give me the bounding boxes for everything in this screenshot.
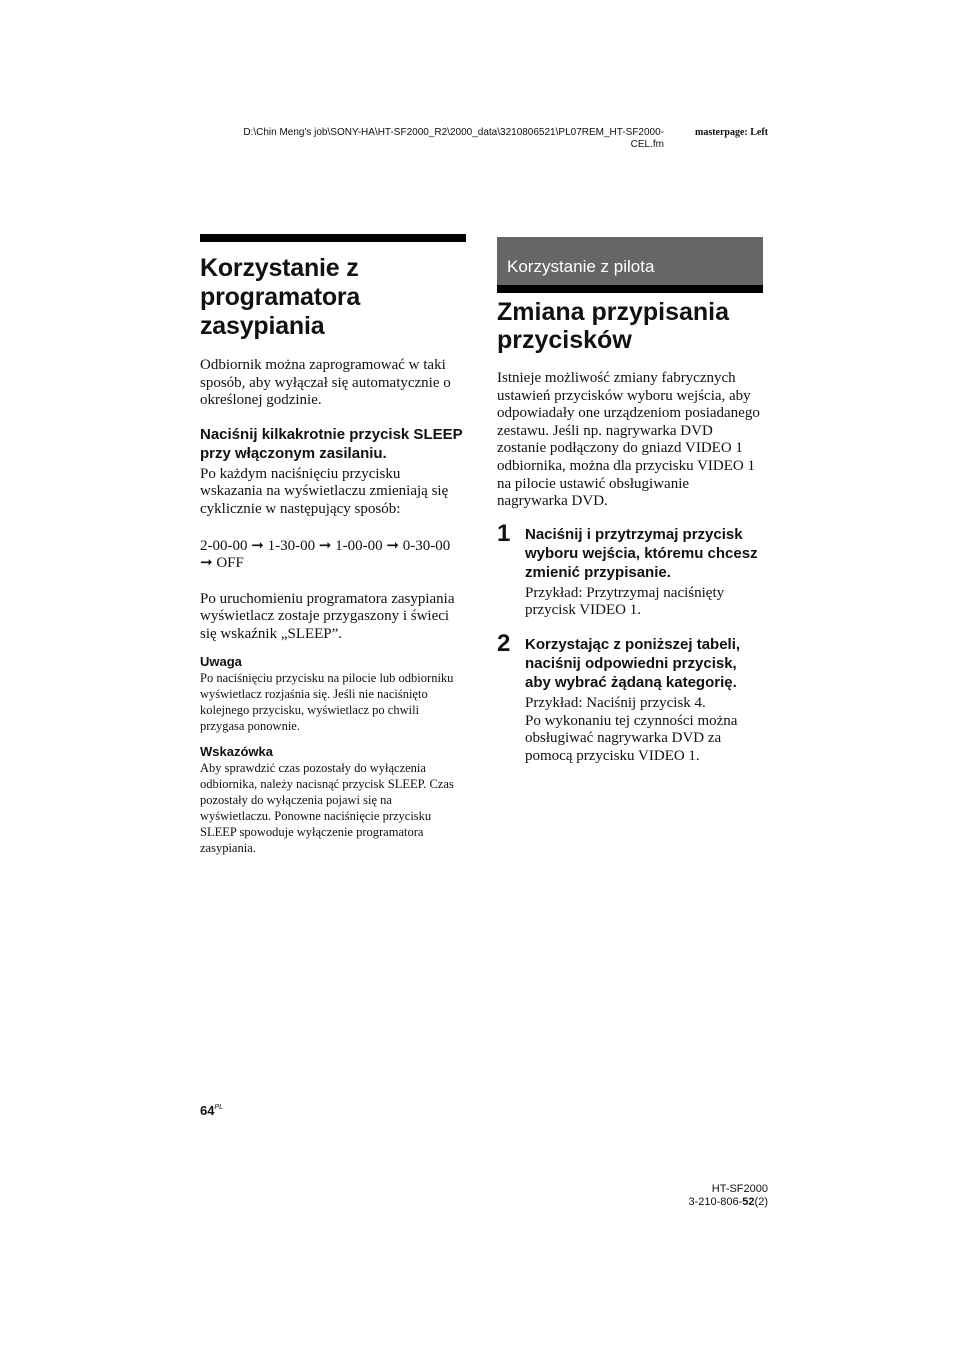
title-line-2: programatora (200, 283, 361, 311)
sequence-item: 1-00-00 (335, 537, 383, 554)
tip-text: Aby sprawdzić czas pozostały do wyłączenia odbiornika, należy nacisnąć przycisk SLEEP. Czas pozostały do wyłączenia pojawi się na wyświetlaczu. Ponowne naciśnięcie przycisku SLEEP spowoduje wyłączenie programatora zasypiania. (200, 760, 454, 855)
sleep-timer-section (200, 234, 466, 856)
step-number: 1 (497, 519, 511, 547)
step-2 (497, 629, 763, 765)
masterpage-label: masterpage: Left (695, 127, 769, 138)
note-title: Uwaga (200, 653, 242, 669)
file-path-line1: D:\Chin Meng's job\SONY-HA\HT-SF2000_R2\2000_data\3210806521\PL07REM_HT-SF2000- (243, 127, 664, 138)
sleep-intro-text: Odbiornik można zaprogramować w taki sposób, aby wyłączał się automatycznie o określonej godzinie. (200, 357, 451, 409)
file-path-line2: CEL.fm (630, 139, 664, 150)
page-number-value: 64 (200, 1103, 215, 1118)
section-banner-label: Korzystanie z pilota (507, 257, 655, 276)
sleep-instruction: Naciśnij kilkakrotnie przycisk SLEEP przy włączonym zasilaniu. (200, 425, 463, 462)
reassign-title (497, 298, 763, 354)
arrow-icon: ➞ (251, 537, 264, 554)
page-language: PL (214, 1104, 224, 1111)
step-number: 2 (497, 629, 511, 657)
title-line-1: Zmiana przypisania (497, 298, 730, 326)
model-name: HT-SF2000 (711, 1183, 768, 1195)
step-heading: Korzystając z poniższej tabeli, naciśnij odpowiedni przycisk, aby wybrać żądaną kategorię. (525, 635, 741, 691)
note-text: Po naciśnięciu przycisku na pilocie lub odbiorniku wyświetlacz rozjaśnia się. Jeśli nie naciśnięto kolejnego przycisku, wyświetlacz po chwili przygasa ponownie. (200, 670, 454, 733)
sequence-item: 0-30-00 (402, 537, 451, 554)
model-code-prefix: 3-210-806- (688, 1196, 743, 1208)
sleep-after-text: Po uruchomieniu programatora zasypiania wyświetlacz zostaje przygaszony i świeci się wskaźnik „SLEEP”. (200, 590, 455, 642)
sleep-instruction-text: Po każdym naciśnięciu przycisku wskazania na wyświetlaczu zmieniają się cyklicznie w następujący sposób: (200, 465, 449, 517)
model-code-bold: 52 (742, 1196, 755, 1208)
step-text: Przykład: Przytrzymaj naciśnięty przycisk VIDEO 1. (525, 584, 725, 619)
page-number (200, 1103, 223, 1118)
sequence-item: 1-30-00 (267, 537, 316, 554)
section-top-rule (200, 234, 466, 242)
sleep-timer-title (200, 254, 466, 341)
step-heading: Naciśnij i przytrzymaj przycisk wyboru wejścia, któremu chcesz zmienić przypisanie. (525, 525, 758, 581)
model-info (686, 1183, 768, 1209)
sequence-item: 2-00-00 (200, 537, 248, 554)
sleep-sequence (200, 538, 466, 573)
title-line-1: Korzystanie z (200, 254, 359, 282)
tip-title: Wskazówka (200, 743, 273, 759)
step-1 (497, 519, 763, 620)
reassign-intro-text: Istnieje możliwość zmiany fabrycznych ustawień przycisków wyboru wejścia, aby odpowiadały one urządzeniom posiadanego zestawu. Jeśli np. nagrywarka DVD zostanie podłączony do gniazd VIDEO 1 odbiornika, można dla przycisku VIDEO 1 na pilocie ustawić obsługiwanie nagrywarka DVD. (497, 370, 760, 510)
model-code-suffix: (2) (754, 1196, 768, 1208)
step-text: Przykład: Naciśnij przycisk 4. (525, 694, 706, 711)
arrow-icon: ➞ (318, 537, 332, 554)
title-line-3: zasypiania (200, 312, 325, 340)
model-code (686, 1196, 768, 1209)
sequence-item: OFF (216, 555, 244, 572)
arrow-icon: ➞ (200, 555, 213, 572)
remote-section (497, 237, 763, 765)
section-banner (497, 237, 763, 293)
step-text: Po wykonaniu tej czynności można obsługiwać nagrywarka DVD za pomocą przycisku VIDEO 1. (525, 712, 738, 764)
file-path-header (196, 127, 664, 151)
title-line-2: przycisków (497, 326, 632, 354)
arrow-icon: ➞ (386, 537, 399, 554)
